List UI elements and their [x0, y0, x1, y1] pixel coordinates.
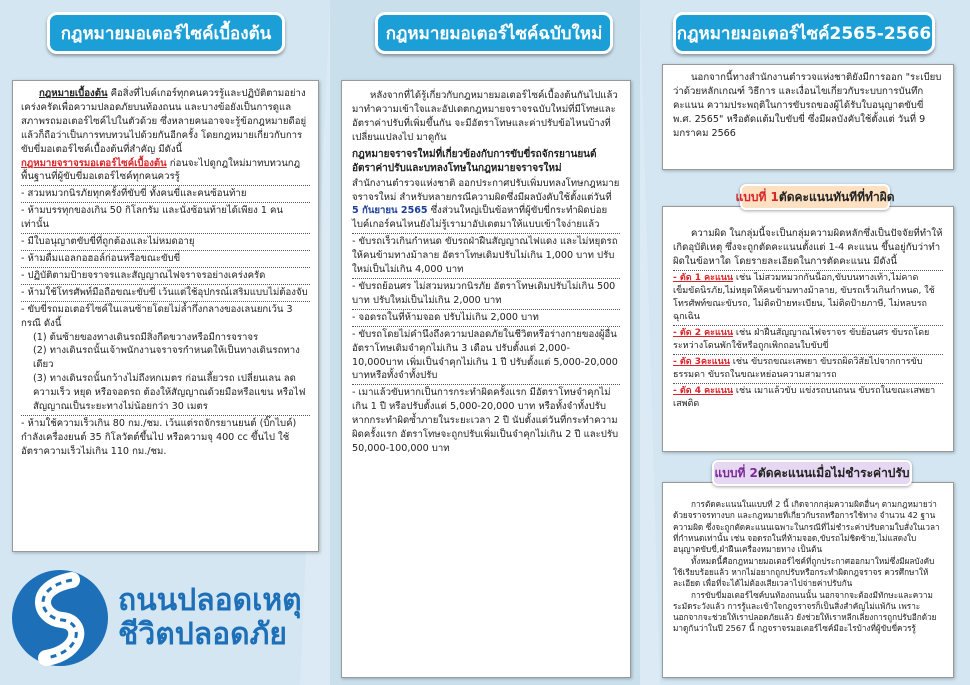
divider: [352, 309, 620, 310]
divider: [673, 354, 943, 355]
sub-list-item: (1) ต้นซ้ายของทางเดินรถมีสิ่งกีดขวางหรือมีการจราจร: [33, 331, 259, 343]
type-1-description: ความผิด ในกลุ่มนี้จะเป็นกลุ่มความผิดหลักซึ่งเป็นปัจจัยที่ทำให้เกิดอุบัติเหตุ ซึ่งจะถูกตัดคะแนนตั้งแต่ 1-4 คะแนน ขึ้นอยู่กับว่าทำผิดในข้อหาใด โดยรายละเอียดในการตัดคะแนน มีดังนี้: [673, 228, 943, 267]
divider: [21, 233, 310, 234]
divider: [673, 325, 943, 326]
deduction-text: เช่น ขับรถขณะเสพยา ขับรถผิดวิสัยไปจากการขับธรรมดา ขับรถในขณะหย่อนความสามารถ: [673, 357, 923, 381]
deduction-item: [673, 356, 943, 382]
list-item: - ห้ามใช้โทรศัพท์มือถือขณะขับขี่ เว้นแต่ใช้อุปกรณ์เสริมแบบไม่ต้องจับ: [21, 286, 308, 298]
list-item: - ขับรถโดยไม่คำนึงถึงความปลอดภัยในชีวิตหรือร่างกายของผู้อื่น อัตราโทษเดิมจำคุกไม่เกิน 3 เดือน ปรับตั้งแต่ 2,000-10,000บาท เพิ่มเป็นจำคุกไม่เกิน 1 ปี ปรับตั้งแต่ 5,000-20,000 บาทหรือทั้งจำทั้งปรับ: [352, 328, 618, 382]
list-item: - สวมหมวกนิรภัยทุกครั้งที่ขับขี่ ทั้งคนขี่และคนซ้อนท้าย: [21, 188, 247, 200]
road-safety-logo: [10, 558, 315, 678]
list-item: - ห้ามใช้ความเร็วเกิน 80 กม./ชม. เว้นแต่รถจักรยานยนต์ (บิ๊กไบค์) กำลังเครื่องยนต์ 35 กิโลวัตต์ขึ้นไป หรือความจุ 400 cc ขึ้นไป ใช้อัตราความเร็วไม่เกิน 110 กม./ชม.: [21, 417, 297, 457]
divider: [21, 267, 310, 268]
road-logo-icon: [10, 568, 110, 668]
divider: [352, 278, 620, 279]
logo-line2: ชีวิตปลอดภัย: [118, 617, 287, 652]
divider: [21, 415, 310, 416]
badge-type-2-number: แบบที่ 2: [714, 465, 758, 480]
type-2-paragraph: การขับขี่มอเตอร์ไซค์บนท้องถนนนั้น นอกจากจะต้องมีทักษะและความระมัดระวังแล้ว การรู้และเข้าใจกฎจราจรก็เป็นสิ่งสำคัญไม่แพ้กัน เพราะนอกจากจะช่วยให้เราปลอดภัยแล้ว ยังช่วยให้เราหลีกเลี่ยงการถูกปรับอีกด้วย มาดูกันว่าในปี 2567 นี้ กฎจราจรมอเตอร์ไซค์มีอะไรบ้างที่ผู้ขับขี่ควรรู้: [673, 589, 937, 634]
type-2-paragraph: การตัดคะแนนในแบบที่ 2 นี้ เกิดจากกลุ่มความผิดอื่นๆ ตามกฎหมายว่าด้วยจราจรทางบก และกฎหมายที่เกี่ยวกับรถหรือการใช้ทาง จำนวน 42 ฐานความผิด ซึ่งจะถูกตัดคะแนนเฉพาะในกรณีที่ไม่ชำระค่าปรับตามใบสั่งในเวลาที่กำหนดเท่านั้น เช่น จอดรถในที่ห้ามจอด,ขับรถไม่ชิดซ้าย,ไม่แสดงใบอนุญาตขับขี่,ฝ่าฝืนเครื่องหมายทาง เป็นต้น: [673, 499, 940, 555]
divider: [352, 326, 620, 327]
sub-heading-lead: กฎหมายจราจรมอเตอร์ไซค์เบื้องต้น: [21, 157, 167, 169]
deduction-label: - ตัด 3คะแนน: [673, 357, 730, 367]
badge-type-1-number: แบบที่ 1: [735, 189, 779, 204]
sub-heading-text: ก่อนจะไปดูกฎใหม่มาทบทวนกฎพื้นฐานที่ผู้ขับขี่มอเตอร์ไซค์ทุกคนควรรู้: [21, 157, 301, 183]
logo-line1: ถนนปลอดเหตุ: [118, 582, 302, 618]
badge-type-1-label: ตัดคะแนนทันทีที่ทำผิด: [778, 189, 895, 204]
deduction-item: [673, 272, 943, 324]
panel-type-2: [662, 482, 954, 678]
list-item: - จอดรถในที่ห้ามจอด ปรับไม่เกิน 2,000 บาท: [352, 311, 539, 323]
intro-paragraph: นอกจากนี้ทางสำนักงานตำรวจแห่งชาติยังมีการออก "ระเบียบว่าด้วยหลักเกณฑ์ วิธีการ และเงื่อนไขเกี่ยวกับระบบการบันทึกคะแนน ความประพฤติในการขับรถของผู้ได้รับใบอนุญาตขับขี่ พ.ศ. 2565" หรือตัดแต้มใบขับขี่ ซึ่งมีผลบังคับใช้ตั้งแต่ วันที่ 9 มกราคม 2566: [673, 72, 942, 139]
list-item: - ห้ามดื่มแอลกอฮอล์ก่อนหรือขณะขับขี่: [21, 252, 181, 264]
list-item: - ปฏิบัติตามป้ายจราจรและสัญญาณไฟจราจรอย่างเคร่งครัด: [21, 269, 266, 281]
list-item: - เมาแล้วขับหากเป็นการกระทำผิดครั้งแรก มีอัตราโทษจำคุกไม่เกิน 1 ปี หรือปรับตั้งแต่ 5,000-20,000 บาท หรือทั้งจำทั้งปรับ หากกระทำผิดซ้ำภายในระยะเวลา 2 ปี นับตั้งแต่วันที่กระทำความผิดครั้งแรก อัตราโทษจะถูกปรับเพิ่มเป็นจำคุกไม่เกิน 2 ปี และปรับ 50,000-100,000 บาท: [352, 387, 619, 454]
divider: [21, 250, 310, 251]
divider: [21, 301, 310, 302]
deduction-text: เช่น ฝ่าฝืนสัญญาณไฟจราจร ขับย้อนศร ขับรถโดยระหว่างโดนพักใช้หรือถูกเพิกถอนใบขับขี่: [673, 327, 930, 351]
divider: [21, 185, 310, 186]
deduction-label: - ตัด 1 คะแนน: [673, 272, 734, 283]
list-item: - มีใบอนุญาตขับขี่ที่ถูกต้องและไม่หมดอายุ: [21, 236, 195, 248]
deduction-text: เช่น เมาแล้วขับ แข่งรถบนถนน ขับรถในขณะเสพยาเสพติด: [673, 386, 936, 410]
divider: [673, 270, 943, 271]
list-item: - ขับรถเร็วเกินกำหนด ขับรถฝ่าฝืนสัญญาณไฟแดง และไม่หยุดรถให้คนข้ามทางม้าลาย อัตราโทษเดิมปรับไม่เกิน 1,000 บาท ปรับใหม่เป็นไม่เกิน 4,000 บาท: [352, 236, 618, 276]
badge-type-2-label: ตัดคะแนนเมื่อไม่ชำระค่าปรับ: [757, 465, 910, 480]
panel-new-law: [341, 80, 631, 678]
panel-2565-intro: [662, 64, 954, 170]
sub-list-item: (2) ทางเดินรถนั้นเจ้าพนักงานจราจรกำหนดให้เป็นทางเดินรถทางเดียว: [33, 345, 300, 371]
header-basic-law: กฎหมายมอเตอร์ไซค์เบื้องต้น: [47, 12, 285, 54]
effective-date: 5 กันยายน 2565: [352, 205, 428, 217]
panel-type-1: [662, 206, 954, 452]
divider: [352, 384, 620, 385]
intro-lead: กฎหมายเบื้องต้น: [39, 88, 108, 99]
divider: [21, 202, 310, 203]
sub-list-item: (3) ทางเดินรถนั้นกว้างไม่ถึงหกเมตร ก่อนเลี้ยวรถ เปลี่ยนเลน ลดความเร็ว หยุด หรือจอดรถ ต้องให้สัญญาณด้วยมือหรือแขน หรือไฟสัญญาณเป็นระยะทางไม่น้อยกว่า 30 เมตร: [33, 373, 306, 413]
header-law-2565-2566: กฎหมายมอเตอร์ไซค์2565-2566: [673, 12, 935, 54]
effective-date-paragraph: [352, 177, 620, 233]
intro-paragraph: [21, 87, 310, 157]
type-2-paragraph: ทั้งหมดนี้คือกฎหมายมอเตอร์ไซค์ที่ถูกประกาศออกมาใหม่ซึ่งมีผลบังคับใช้เรียบร้อยแล้ว หากไม่อยากถูกปรับหรือกระทำผิดกฎจราจร ควรศึกษาให้ละเอียด เพื่อที่จะได้ไม่ต้องเสียเวลาไปจ่ายค่าปรับกัน: [673, 555, 935, 589]
sub-heading-paragraph: [21, 157, 310, 185]
body-text: สำนักงานตำรวจแห่งชาติ ออกประกาศปรับเพิ่มบทลงโทษกฎหมายจราจรใหม่ สำหรับหลายกรณีความผิดซึ่งมีผลบังคับใช้ตั้งแต่วันที่: [352, 177, 620, 203]
divider: [352, 233, 620, 234]
body-text: ซึ่งส่วนใหญ่เป็นข้อหาที่ผู้ขับขี่กระทำผิดบ่อย ไบค์เกอร์คนไหนยังไม่รู้เรามาอัปเดตมาให้แบบเข้าใจง่ายแล้ว: [352, 205, 608, 231]
logo-text: [118, 584, 302, 653]
deduction-label: - ตัด 2 คะแนน: [673, 327, 734, 338]
deduction-item: [673, 385, 943, 411]
badge-type-1: [735, 184, 895, 210]
intro-paragraph: หลังจากที่ได้รู้เกี่ยวกับกฎหมายมอเตอร์ไซค์เบื้องต้นกันไปแล้ว มาทำความเข้าใจและอัปเดตกฎหมายจราจรฉบับใหม่ที่มีโทษและอัตราค่าปรับที่เพิ่มขึ้นกัน จะมีอัตราโทษและค่าปรับข้อไหนบ้างที่เปลี่ยนแปลงไป มาดูกัน: [352, 90, 618, 143]
deduction-label: - ตัด 4 คะแนน: [673, 386, 734, 397]
list-item: - ขับขี่รถมอเตอร์ไซค์ในเลนซ้ายโดยไม่ล้ำกึ่งกลางของเลนยกเว้น 3 กรณี ดังนี้: [21, 303, 293, 329]
divider: [673, 383, 943, 384]
bold-heading: กฎหมายจราจรใหม่ที่เกี่ยวข้องกับการขับขี่รถจักรยานยนต์ อัตราค่าปรับและบทลงโทษในกฎหมายจราจรใหม่: [352, 148, 597, 175]
badge-type-2: [712, 460, 912, 486]
deduction-text: เช่น ไม่สวมหมวกกันน็อก,ขับบนทางเท้า,ไม่คาดเข็มขัดนิรภัย,ไม่หยุดให้คนข้ามทางม้าลาย, ขับรถเร็วเกินกำหนด, ใช้โทรศัพท์ขณะขับรถ, ไม่ติดป้ายทะเบียน, ไม่ติดป้ายภาษี, ไม่หลบรถฉุกเฉิน: [673, 272, 935, 322]
header-new-law: กฎหมายมอเตอร์ไซค์ฉบับใหม่: [375, 12, 613, 54]
list-item: - ห้ามบรรทุกของเกิน 50 กิโลกรัม และนั่งซ้อนท้ายได้เพียง 1 คนเท่านั้น: [21, 205, 283, 231]
panel-basic-law: [12, 80, 319, 552]
intro-text: คือสิ่งที่ไบค์เกอร์ทุกคนควรรู้และปฏิบัติตามอย่างเคร่งครัดเพื่อความปลอดภัยบนท้องถนน และบางข้อยังเป็นการดูแลสภาพรถมอเตอร์ไซค์ไปในตัวด้วย ซึ่งหลายคนอาจจะรู้ข้อกฎหมายดีอยู่แล้วก็ถือว่าเป็นการทบทวนไปด้วยกันอีกครั้ง โดยกฎหมายเกี่ยวกับการขับขี่มอเตอร์ไซค์เบื้องต้นที่สำคัญ มีดังนี้: [21, 88, 307, 155]
list-item: - ขับรถย้อนศร ไม่สวมหมวกนิรภัย อัตราโทษเดิมปรับไม่เกิน 500 บาท ปรับใหม่เป็นไม่เกิน 2,000 บาท: [352, 280, 616, 306]
divider: [21, 284, 310, 285]
deduction-item: [673, 327, 943, 353]
